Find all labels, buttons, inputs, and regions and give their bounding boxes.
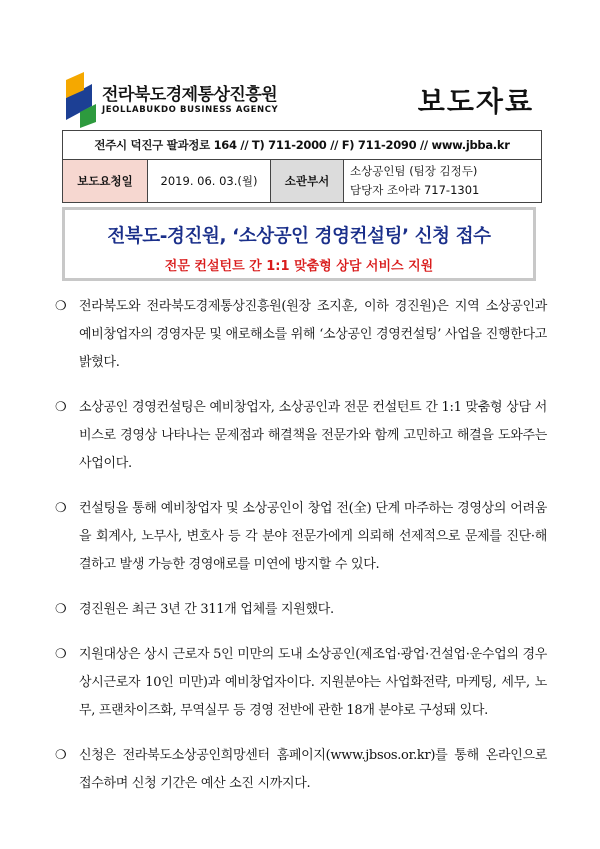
body-paragraph: [55, 495, 547, 579]
department-value: [344, 160, 542, 203]
contact-address: 전주시 덕진구 팔과정로 164 // T) 711-2000 // F) 711-2090 // www.jbba.kr: [63, 131, 542, 160]
body-paragraph: [55, 742, 547, 798]
request-date-label: 보도요청일: [63, 160, 148, 203]
department-label: 소관부서: [271, 160, 344, 203]
bullet-circle-icon: ❍: [55, 748, 67, 763]
org-name-english: JEOLLABUKDO BUSINESS AGENCY: [102, 105, 279, 115]
body-paragraph: [55, 293, 547, 377]
agency-logo-icon: [62, 72, 96, 128]
bullet-circle-icon: ❍: [55, 602, 67, 617]
body-paragraph: [55, 394, 547, 478]
body-paragraph: [55, 641, 547, 725]
document-type-title: 보도자료: [417, 85, 534, 118]
press-info-table: [62, 130, 542, 203]
department-contact: 담당자 조아라 717-1301: [350, 183, 480, 197]
paragraph-text: 신청은 전라북도소상공인희망센터 홈페이지(www.jbsos.or.kr)를 통해 온라인으로 접수하며 신청 기간은 예산 소진 시까지다.: [79, 748, 547, 791]
bullet-circle-icon: ❍: [55, 299, 67, 314]
paragraph-text: 컨설팅을 통해 예비창업자 및 소상공인이 창업 전(全) 단계 마주하는 경영상의 어려움을 회계사, 노무사, 변호사 등 각 분야 전문가에게 의뢰해 선제적으로 문제를 진단·해결하고 발생 가능한 경영애로를 미연에 방지할 수 있다.: [79, 501, 547, 572]
body-paragraph: [55, 596, 547, 624]
headline-box: [62, 207, 536, 281]
headline-title: 전북도-경진원, ‘소상공인 경영컨설팅’ 신청 접수: [107, 226, 491, 247]
bullet-circle-icon: ❍: [55, 647, 67, 662]
headline-subtitle: 전문 컨설턴트 간 1:1 맞춤형 상담 서비스 지원: [164, 259, 434, 274]
paragraph-text: 전라북도와 전라북도경제통상진흥원(원장 조지훈, 이하 경진원)은 지역 소상공인과 예비창업자의 경영자문 및 애로해소를 위해 ‘소상공인 경영컨설팅’ 사업을 진행한다고 밝혔다.: [79, 299, 547, 370]
bullet-circle-icon: ❍: [55, 501, 67, 516]
request-date-value: 2019. 06. 03.(월): [148, 160, 271, 203]
department-team: 소상공인팀 (팀장 김정두): [350, 164, 478, 178]
press-body: [55, 293, 547, 815]
paragraph-text: 지원대상은 상시 근로자 5인 미만의 도내 소상공인(제조업·광업·건설업·운수업의 경우 상시근로자 10인 미만)과 예비창업자이다. 지원분야는 사업화전략, 마케팅, 세무, 노무, 프랜차이즈화, 무역실무 등 경영 전반에 관한 18개 분야로 구성돼 있다.: [79, 647, 547, 718]
paragraph-text: 경진원은 최근 3년 간 311개 업체를 지원했다.: [79, 602, 334, 617]
bullet-circle-icon: ❍: [55, 400, 67, 415]
org-name: 전라북도경제통상진흥원: [102, 85, 278, 105]
letterhead: [62, 72, 542, 132]
paragraph-text: 소상공인 경영컨설팅은 예비창업자, 소상공인과 전문 컨설턴트 간 1:1 맞춤형 상담 서비스로 경영상 나타나는 문제점과 해결책을 전문가와 함께 고민하고 해결을 도와주는 사업이다.: [79, 400, 547, 471]
